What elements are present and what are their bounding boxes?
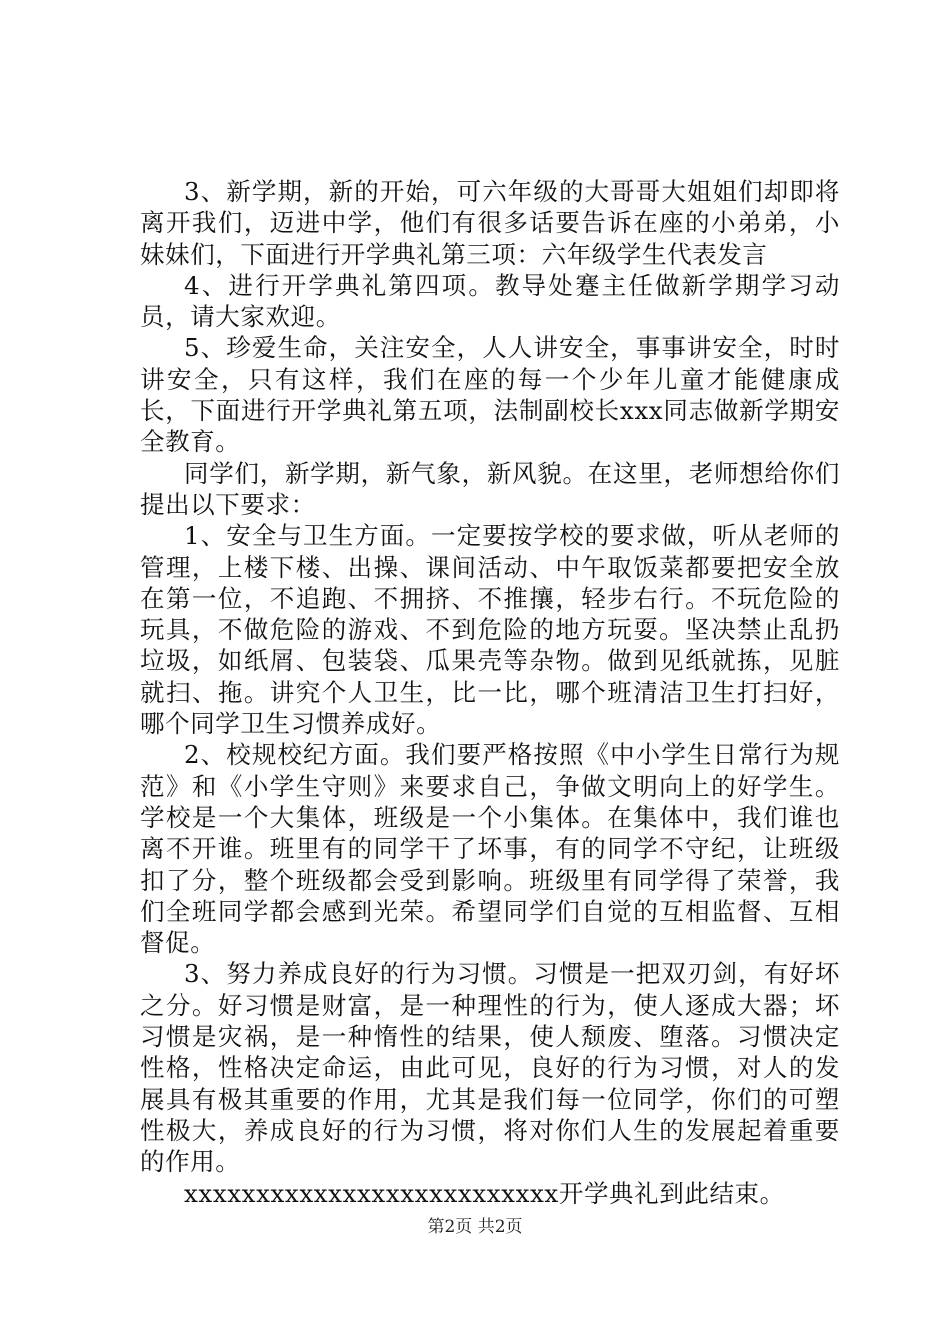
paragraph-closing: xxxxxxxxxxxxxxxxxxxxxxxxxx开学典礼到此结束。 xyxy=(184,1178,785,1208)
paragraph-item-4: 4、进行开学典礼第四项。教导处蹇主任做新学期学习动员，请大家欢迎。 xyxy=(140,270,840,332)
paragraph-requirement-discipline: 2、校规校纪方面。我们要严格按照《中小学生日常行为规范》和《小学生守则》来要求自己，争做文明向上的好学生。学校是一个大集体，班级是一个小集体。在集体中，我们谁也离不开谁。班里有的同学干了坏事，有的同学不守纪，让班级扣了分，整个班级都会受到影响。班级里有同学得了荣誉，我们全班同学都会感到光荣。希望同学们自觉的互相监督、互相督促。 xyxy=(140,740,840,958)
page-footer xyxy=(0,1216,950,1238)
paragraph-item-5: 5、珍爱生命，关注安全，人人讲安全，事事讲安全，时时讲安全，只有这样，我们在座的每一个少年儿童才能健康成长，下面进行开学典礼第五项，法制副校长xxx同志做新学期安全教育。 xyxy=(140,333,840,457)
paragraph-requirements-intro: 同学们，新学期，新气象，新风貌。在这里，老师想给你们提出以下要求： xyxy=(140,458,840,519)
document-body xyxy=(140,176,840,1209)
paragraph-item-3: 3、新学期，新的开始，可六年级的大哥哥大姐姐们却即将离开我们，迈进中学，他们有很多话要告诉在座的小弟弟，小妹妹们，下面进行开学典礼第三项：六年级学生代表发言 xyxy=(140,177,840,269)
paragraph-requirement-safety: 1、安全与卫生方面。一定要按学校的要求做，听从老师的管理，上楼下楼、出操、课间活动、中午取饭菜都要把安全放在第一位，不追跑、不拥挤、不推攘，轻步右行。不玩危险的玩具，不做危险的游戏、不到危险的地方玩耍。坚决禁止乱扔垃圾，如纸屑、包装袋、瓜果壳等杂物。做到见纸就拣，见脏就扫、拖。讲究个人卫生，比一比，哪个班清洁卫生打扫好，哪个同学卫生习惯养成好。 xyxy=(140,521,840,739)
page-number-label: 第2页 共2页 xyxy=(427,1217,523,1237)
paragraph-requirement-habits: 3、努力养成良好的行为习惯。习惯是一把双刃剑，有好坏之分。好习惯是财富，是一种理性的行为，使人逐成大器；坏习惯是灾祸，是一种惰性的结果，使人颓废、堕落。习惯决定性格，性格决定命运，由此可见，良好的行为习惯，对人的发展具有极其重要的作用，尤其是我们每一位同学，你们的可塑性极大，养成良好的行为习惯，将对你们人生的发展起着重要的作用。 xyxy=(140,959,840,1177)
